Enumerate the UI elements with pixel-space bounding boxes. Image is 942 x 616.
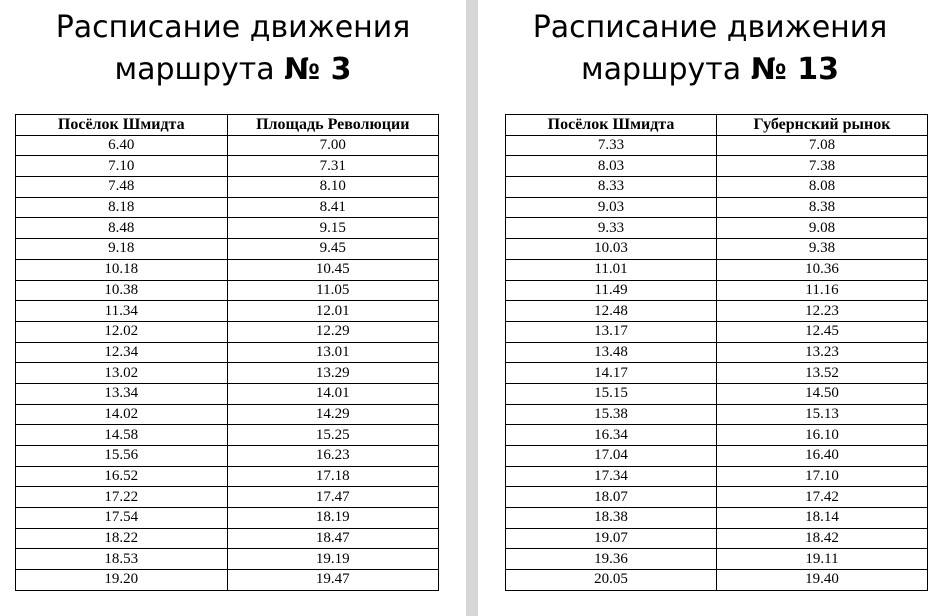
departure-time-cell: 12.34 bbox=[16, 342, 228, 363]
arrival-time-cell: 11.16 bbox=[717, 280, 928, 301]
arrival-time-cell: 11.05 bbox=[227, 280, 439, 301]
arrival-time-cell: 7.00 bbox=[227, 135, 439, 156]
table-row bbox=[16, 383, 439, 404]
arrival-time-cell: 18.19 bbox=[227, 508, 439, 529]
arrival-time-cell: 17.47 bbox=[227, 487, 439, 508]
departure-time-cell: 19.20 bbox=[16, 570, 228, 591]
arrival-time-cell: 17.10 bbox=[717, 466, 928, 487]
table-row bbox=[506, 156, 928, 177]
table-row bbox=[16, 259, 439, 280]
column-header-gubernskiy-rynok: Губернский рынок bbox=[717, 115, 928, 136]
column-header-poselok-shmidta: Посёлок Шмидта bbox=[16, 115, 228, 136]
arrival-time-cell: 19.47 bbox=[227, 570, 439, 591]
departure-time-cell: 11.49 bbox=[506, 280, 717, 301]
table-row bbox=[16, 321, 439, 342]
table-row bbox=[16, 301, 439, 322]
table-row bbox=[506, 508, 928, 529]
table-row bbox=[506, 342, 928, 363]
arrival-time-cell: 7.31 bbox=[227, 156, 439, 177]
table-row bbox=[16, 404, 439, 425]
departure-time-cell: 9.18 bbox=[16, 239, 228, 260]
arrival-time-cell: 16.40 bbox=[717, 446, 928, 467]
arrival-time-cell: 7.38 bbox=[717, 156, 928, 177]
route-3-title bbox=[0, 0, 466, 90]
arrival-time-cell: 9.08 bbox=[717, 218, 928, 239]
departure-time-cell: 12.48 bbox=[506, 301, 717, 322]
table-row bbox=[16, 425, 439, 446]
table-row bbox=[16, 177, 439, 198]
arrival-time-cell: 19.40 bbox=[717, 570, 928, 591]
route-3-title-line2 bbox=[0, 50, 466, 90]
departure-time-cell: 13.17 bbox=[506, 321, 717, 342]
table-row bbox=[506, 177, 928, 198]
departure-time-cell: 13.02 bbox=[16, 363, 228, 384]
table-row bbox=[16, 342, 439, 363]
table-row bbox=[506, 197, 928, 218]
table-row bbox=[506, 528, 928, 549]
route-3-schedule-table bbox=[15, 114, 439, 591]
departure-time-cell: 10.38 bbox=[16, 280, 228, 301]
page-route-13 bbox=[478, 0, 942, 616]
departure-time-cell: 8.03 bbox=[506, 156, 717, 177]
column-header-ploshchad-revolyutsii: Площадь Революции bbox=[227, 115, 439, 136]
departure-time-cell: 18.53 bbox=[16, 549, 228, 570]
table-row bbox=[16, 508, 439, 529]
arrival-time-cell: 19.11 bbox=[717, 549, 928, 570]
arrival-time-cell: 18.47 bbox=[227, 528, 439, 549]
table-row bbox=[506, 570, 928, 591]
departure-time-cell: 6.40 bbox=[16, 135, 228, 156]
departure-time-cell: 20.05 bbox=[506, 570, 717, 591]
arrival-time-cell: 8.08 bbox=[717, 177, 928, 198]
table-row bbox=[506, 446, 928, 467]
arrival-time-cell: 12.23 bbox=[717, 301, 928, 322]
departure-time-cell: 15.38 bbox=[506, 404, 717, 425]
table-row bbox=[506, 259, 928, 280]
table-row bbox=[16, 570, 439, 591]
route-13-table-body bbox=[506, 135, 928, 590]
route-3-title-line1: Расписание движения bbox=[55, 10, 411, 45]
route-13-number: № 13 bbox=[750, 52, 839, 87]
route-13-title-line2 bbox=[478, 50, 942, 90]
departure-time-cell: 10.03 bbox=[506, 239, 717, 260]
table-row bbox=[506, 135, 928, 156]
departure-time-cell: 19.36 bbox=[506, 549, 717, 570]
table-row bbox=[506, 383, 928, 404]
departure-time-cell: 14.02 bbox=[16, 404, 228, 425]
arrival-time-cell: 8.41 bbox=[227, 197, 439, 218]
departure-time-cell: 18.38 bbox=[506, 508, 717, 529]
departure-time-cell: 18.07 bbox=[506, 487, 717, 508]
departure-time-cell: 12.02 bbox=[16, 321, 228, 342]
arrival-time-cell: 9.45 bbox=[227, 239, 439, 260]
route-13-title bbox=[478, 0, 942, 90]
arrival-time-cell: 13.52 bbox=[717, 363, 928, 384]
arrival-time-cell: 16.10 bbox=[717, 425, 928, 446]
departure-time-cell: 15.15 bbox=[506, 383, 717, 404]
departure-time-cell: 16.52 bbox=[16, 466, 228, 487]
arrival-time-cell: 15.13 bbox=[717, 404, 928, 425]
departure-time-cell: 11.34 bbox=[16, 301, 228, 322]
table-header-row bbox=[16, 115, 439, 136]
route-3-title-prefix: маршрута bbox=[114, 52, 285, 87]
table-row bbox=[16, 487, 439, 508]
departure-time-cell: 7.48 bbox=[16, 177, 228, 198]
table-row bbox=[16, 239, 439, 260]
table-row bbox=[16, 446, 439, 467]
departure-time-cell: 15.56 bbox=[16, 446, 228, 467]
departure-time-cell: 8.18 bbox=[16, 197, 228, 218]
route-13-title-line1: Расписание движения bbox=[532, 10, 888, 45]
arrival-time-cell: 14.29 bbox=[227, 404, 439, 425]
table-row bbox=[506, 239, 928, 260]
table-row bbox=[16, 280, 439, 301]
table-row bbox=[16, 218, 439, 239]
arrival-time-cell: 7.08 bbox=[717, 135, 928, 156]
departure-time-cell: 16.34 bbox=[506, 425, 717, 446]
arrival-time-cell: 19.19 bbox=[227, 549, 439, 570]
departure-time-cell: 10.18 bbox=[16, 259, 228, 280]
table-row bbox=[506, 425, 928, 446]
arrival-time-cell: 17.42 bbox=[717, 487, 928, 508]
table-row bbox=[16, 156, 439, 177]
arrival-time-cell: 14.01 bbox=[227, 383, 439, 404]
departure-time-cell: 7.33 bbox=[506, 135, 717, 156]
column-header-poselok-shmidta: Посёлок Шмидта bbox=[506, 115, 717, 136]
arrival-time-cell: 13.01 bbox=[227, 342, 439, 363]
arrival-time-cell: 18.14 bbox=[717, 508, 928, 529]
departure-time-cell: 18.22 bbox=[16, 528, 228, 549]
table-row bbox=[506, 487, 928, 508]
table-row bbox=[506, 404, 928, 425]
table-row bbox=[16, 197, 439, 218]
arrival-time-cell: 14.50 bbox=[717, 383, 928, 404]
table-row bbox=[506, 549, 928, 570]
departure-time-cell: 17.54 bbox=[16, 508, 228, 529]
arrival-time-cell: 10.45 bbox=[227, 259, 439, 280]
departure-time-cell: 7.10 bbox=[16, 156, 228, 177]
arrival-time-cell: 12.01 bbox=[227, 301, 439, 322]
departure-time-cell: 8.33 bbox=[506, 177, 717, 198]
arrival-time-cell: 12.45 bbox=[717, 321, 928, 342]
table-row bbox=[506, 321, 928, 342]
departure-time-cell: 14.58 bbox=[16, 425, 228, 446]
table-row bbox=[16, 363, 439, 384]
departure-time-cell: 17.34 bbox=[506, 466, 717, 487]
arrival-time-cell: 13.29 bbox=[227, 363, 439, 384]
arrival-time-cell: 16.23 bbox=[227, 446, 439, 467]
table-row bbox=[16, 466, 439, 487]
route-13-title-prefix: маршрута bbox=[581, 52, 751, 87]
departure-time-cell: 14.17 bbox=[506, 363, 717, 384]
route-3-number: № 3 bbox=[284, 52, 352, 87]
table-row bbox=[506, 218, 928, 239]
departure-time-cell: 17.04 bbox=[506, 446, 717, 467]
arrival-time-cell: 13.23 bbox=[717, 342, 928, 363]
departure-time-cell: 13.34 bbox=[16, 383, 228, 404]
departure-time-cell: 8.48 bbox=[16, 218, 228, 239]
arrival-time-cell: 15.25 bbox=[227, 425, 439, 446]
table-row bbox=[506, 363, 928, 384]
departure-time-cell: 13.48 bbox=[506, 342, 717, 363]
table-row bbox=[506, 280, 928, 301]
table-row bbox=[16, 135, 439, 156]
departure-time-cell: 9.03 bbox=[506, 197, 717, 218]
table-row bbox=[16, 528, 439, 549]
arrival-time-cell: 18.42 bbox=[717, 528, 928, 549]
departure-time-cell: 9.33 bbox=[506, 218, 717, 239]
arrival-time-cell: 12.29 bbox=[227, 321, 439, 342]
departure-time-cell: 11.01 bbox=[506, 259, 717, 280]
departure-time-cell: 17.22 bbox=[16, 487, 228, 508]
arrival-time-cell: 9.38 bbox=[717, 239, 928, 260]
departure-time-cell: 19.07 bbox=[506, 528, 717, 549]
route-13-schedule-table bbox=[505, 114, 928, 591]
table-row bbox=[506, 301, 928, 322]
table-header-row bbox=[506, 115, 928, 136]
arrival-time-cell: 8.10 bbox=[227, 177, 439, 198]
table-row bbox=[506, 466, 928, 487]
arrival-time-cell: 17.18 bbox=[227, 466, 439, 487]
page-route-3 bbox=[0, 0, 466, 616]
route-3-table-body bbox=[16, 135, 439, 590]
arrival-time-cell: 8.38 bbox=[717, 197, 928, 218]
arrival-time-cell: 9.15 bbox=[227, 218, 439, 239]
arrival-time-cell: 10.36 bbox=[717, 259, 928, 280]
table-row bbox=[16, 549, 439, 570]
